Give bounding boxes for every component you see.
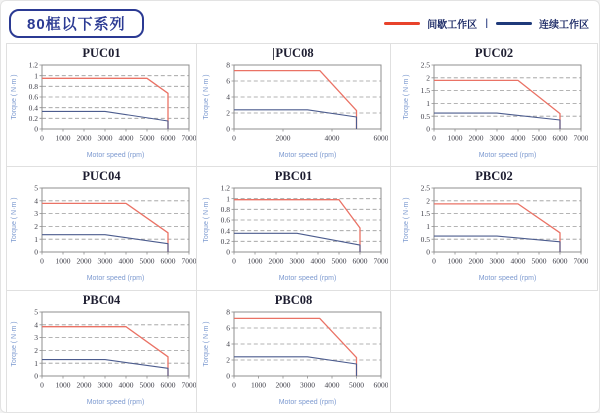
x-tick-label: 6000 <box>160 133 175 143</box>
torque-speed-plot <box>200 308 388 410</box>
x-tick-label: 6000 <box>373 380 388 390</box>
continuous-line-swatch <box>496 22 532 25</box>
x-tick-label: 6000 <box>160 256 175 266</box>
chart-title-text: PBC04 <box>82 293 121 307</box>
x-tick-label: 5000 <box>139 380 154 390</box>
x-axis-label: Motor speed (rpm) <box>86 275 144 282</box>
continuous-zone-line <box>42 235 168 252</box>
y-tick-label: 1 <box>225 194 230 204</box>
y-tick-label: 0.5 <box>420 111 430 121</box>
y-tick-label: 5 <box>33 184 38 193</box>
x-tick-label: 5000 <box>139 256 154 266</box>
empty-grid-cell <box>391 291 598 413</box>
x-tick-label: 6000 <box>160 380 175 390</box>
y-tick-label: 0 <box>225 247 230 257</box>
x-tick-label: 3000 <box>299 380 315 390</box>
x-axis-label: Motor speed (rpm) <box>86 399 144 406</box>
x-tick-label: 1000 <box>250 380 266 390</box>
x-tick-label: 4000 <box>324 133 339 143</box>
chart-title-text: PUC08 <box>275 46 314 60</box>
intermittent-zone-line <box>42 203 168 252</box>
y-tick-label: 1 <box>426 222 430 231</box>
y-tick-label: 0.8 <box>220 204 230 214</box>
torque-speed-plot <box>200 61 388 163</box>
y-tick-label: 3 <box>33 209 38 219</box>
y-axis-label: Torque ( N·m ) <box>202 197 210 243</box>
x-tick-label: 3000 <box>97 380 112 390</box>
x-tick-label: 2000 <box>468 133 484 143</box>
y-tick-label: 5 <box>33 308 38 317</box>
x-axis-label: Motor speed (rpm) <box>278 275 336 282</box>
torque-speed-plot <box>400 61 588 163</box>
x-tick-label: 7000 <box>573 256 588 266</box>
chart-title <box>82 46 120 61</box>
legend-label-continuous: 连续工作区 <box>539 19 589 31</box>
x-tick-label: 2000 <box>275 380 290 390</box>
y-tick-label: 6 <box>225 76 230 86</box>
legend-label-intermittent: 间歇工作区 <box>427 19 478 31</box>
x-tick-label: 4000 <box>324 380 339 390</box>
x-tick-label: 6000 <box>373 133 388 143</box>
x-tick-label: 6000 <box>552 133 568 143</box>
y-tick-label: 0 <box>426 124 430 134</box>
x-tick-label: 3000 <box>97 256 112 266</box>
x-axis-label: Motor speed (rpm) <box>278 152 336 159</box>
x-tick-label: 1000 <box>55 256 70 266</box>
y-tick-label: 0 <box>426 247 430 257</box>
x-tick-label: 4000 <box>510 133 526 143</box>
y-tick-label: 2.5 <box>420 61 430 70</box>
x-tick-label: 3000 <box>489 256 505 266</box>
y-tick-label: 0 <box>225 371 230 381</box>
x-tick-label: 1000 <box>55 133 70 143</box>
chart-cell-pbc08 <box>197 291 391 413</box>
continuous-zone-line <box>42 360 168 376</box>
intermittent-zone-line <box>42 327 168 376</box>
x-tick-label: 0 <box>231 380 236 390</box>
x-tick-label: 3000 <box>289 256 304 266</box>
x-tick-label: 1000 <box>247 256 262 266</box>
y-tick-label: 0.6 <box>220 215 230 225</box>
x-tick-label: 0 <box>39 133 44 143</box>
x-tick-label: 2000 <box>468 256 484 266</box>
chart-cell-puc01 <box>6 43 197 167</box>
y-tick-label: 3 <box>33 333 38 343</box>
y-tick-label: 0 <box>33 371 38 381</box>
x-tick-label: 0 <box>231 133 236 143</box>
y-tick-label: 2 <box>426 73 430 83</box>
y-tick-label: 6 <box>225 323 230 333</box>
x-tick-label: 1000 <box>447 256 463 266</box>
x-tick-label: 5000 <box>139 133 154 143</box>
legend <box>384 16 589 31</box>
x-tick-label: 3000 <box>489 133 505 143</box>
chart-title <box>475 46 513 61</box>
x-tick-label: 4000 <box>118 256 133 266</box>
x-tick-label: 2000 <box>275 133 290 143</box>
chart-cell-pbc01 <box>197 167 391 291</box>
chart-title <box>83 293 121 308</box>
x-tick-label: 0 <box>231 256 236 266</box>
x-axis-label: Motor speed (rpm) <box>478 152 537 159</box>
y-tick-label: 2 <box>225 108 230 118</box>
y-tick-label: 1 <box>33 71 38 81</box>
y-tick-label: 2 <box>33 222 38 231</box>
y-tick-label: 0.4 <box>28 103 38 113</box>
torque-speed-plot <box>200 184 388 286</box>
y-tick-label: 2.5 <box>420 184 430 193</box>
y-axis-label: Torque ( N·m ) <box>403 197 410 243</box>
series-title-badge: 80框以下系列 <box>9 9 144 38</box>
chart-title <box>275 293 313 308</box>
x-tick-label: 3000 <box>97 133 112 143</box>
x-tick-label: 2000 <box>76 380 91 390</box>
x-tick-label: 5000 <box>531 133 547 143</box>
chart-cell-pbc02 <box>391 167 598 291</box>
intermittent-zone-line <box>234 318 357 376</box>
y-tick-label: 4 <box>33 196 38 206</box>
x-axis-label: Motor speed (rpm) <box>278 399 336 406</box>
y-axis-label: Torque ( N·m ) <box>202 321 210 367</box>
y-tick-label: 8 <box>225 61 230 70</box>
legend-item-intermittent <box>384 16 477 31</box>
x-tick-label: 2000 <box>268 256 283 266</box>
chart-title <box>475 169 513 184</box>
x-tick-label: 2000 <box>76 256 91 266</box>
header <box>1 1 599 41</box>
chart-grid <box>6 43 599 413</box>
y-tick-label: 4 <box>225 92 230 102</box>
chart-cell-puc02 <box>391 43 598 167</box>
y-tick-label: 2 <box>426 196 430 206</box>
intermittent-zone-line <box>234 71 357 129</box>
y-axis-label: Torque ( N·m ) <box>10 321 18 367</box>
chart-cell-puc04 <box>6 167 197 291</box>
y-axis-label: Torque ( N·m ) <box>10 197 18 243</box>
intermittent-zone-line <box>42 78 168 129</box>
y-tick-label: 0.5 <box>420 234 430 244</box>
y-tick-label: 0.6 <box>28 92 38 102</box>
torque-speed-plot <box>8 308 196 410</box>
chart-title-text: PUC01 <box>82 46 121 60</box>
y-tick-label: 4 <box>33 320 38 330</box>
y-tick-label: 1.2 <box>220 184 230 193</box>
x-tick-label: 0 <box>432 256 436 266</box>
chart-title-text: PBC01 <box>274 169 313 183</box>
x-tick-label: 5000 <box>531 256 547 266</box>
y-tick-label: 1 <box>426 99 430 108</box>
y-tick-label: 0.2 <box>28 113 38 123</box>
intermittent-zone-line <box>434 204 560 252</box>
chart-title <box>82 169 120 184</box>
y-tick-label: 1.5 <box>420 86 430 96</box>
chart-cell-pbc04 <box>6 291 197 413</box>
x-tick-label: 6000 <box>552 256 568 266</box>
x-tick-label: 7000 <box>181 380 196 390</box>
x-tick-label: 4000 <box>118 133 133 143</box>
torque-speed-plot <box>8 184 196 286</box>
torque-speed-plot <box>8 61 196 163</box>
y-tick-label: 2 <box>225 355 230 365</box>
x-tick-label: 7000 <box>573 133 588 143</box>
x-tick-label: 5000 <box>348 380 364 390</box>
y-tick-label: 1.2 <box>28 61 38 70</box>
x-tick-label: 7000 <box>373 256 388 266</box>
intermittent-zone-line <box>434 80 560 129</box>
y-tick-label: 4 <box>225 339 230 349</box>
continuous-zone-line <box>42 111 168 129</box>
x-tick-label: 2000 <box>76 133 91 143</box>
x-tick-label: 4000 <box>510 256 526 266</box>
intermittent-line-swatch <box>384 22 420 25</box>
y-tick-label: 1 <box>33 358 38 368</box>
y-tick-label: 1 <box>33 234 38 244</box>
y-tick-label: 0 <box>33 124 38 134</box>
y-axis-label: Torque ( N·m ) <box>10 74 18 120</box>
y-tick-label: 0 <box>225 124 230 134</box>
x-tick-label: 7000 <box>181 256 196 266</box>
legend-item-continuous <box>496 16 589 31</box>
continuous-zone-line <box>234 233 360 252</box>
continuous-zone-line <box>434 236 560 252</box>
chart-title-text: PUC02 <box>474 46 514 60</box>
x-tick-label: 6000 <box>352 256 367 266</box>
chart-title-text: PBC08 <box>274 293 313 307</box>
torque-speed-plot <box>400 184 588 286</box>
y-tick-label: 0.4 <box>220 226 230 236</box>
y-tick-label: 0.8 <box>28 81 38 91</box>
chart-title <box>275 169 313 184</box>
y-tick-label: 0.2 <box>220 236 230 246</box>
x-tick-label: 1000 <box>447 133 463 143</box>
intermittent-zone-line <box>234 200 360 252</box>
text-cursor <box>273 48 274 60</box>
x-tick-label: 7000 <box>181 133 196 143</box>
x-tick-label: 4000 <box>118 380 133 390</box>
y-axis-label: Torque ( N·m ) <box>202 74 210 120</box>
chart-title <box>273 46 313 61</box>
y-tick-label: 2 <box>33 346 38 355</box>
chart-title-text: PBC02 <box>475 169 513 183</box>
x-tick-label: 4000 <box>310 256 325 266</box>
y-axis-label: Torque ( N·m ) <box>403 74 410 120</box>
x-tick-label: 5000 <box>331 256 346 266</box>
x-axis-label: Motor speed (rpm) <box>86 152 144 159</box>
y-tick-label: 0 <box>33 247 38 257</box>
legend-separator: | <box>485 17 488 29</box>
x-tick-label: 1000 <box>55 380 70 390</box>
x-axis-label: Motor speed (rpm) <box>478 275 537 282</box>
x-tick-label: 0 <box>432 133 436 143</box>
chart-title-text: PUC04 <box>82 169 121 183</box>
x-tick-label: 0 <box>39 380 44 390</box>
chart-cell-puc08 <box>197 43 391 167</box>
y-tick-label: 8 <box>225 308 230 317</box>
x-tick-label: 0 <box>39 256 44 266</box>
y-tick-label: 1.5 <box>420 209 430 219</box>
continuous-zone-line <box>434 113 560 129</box>
